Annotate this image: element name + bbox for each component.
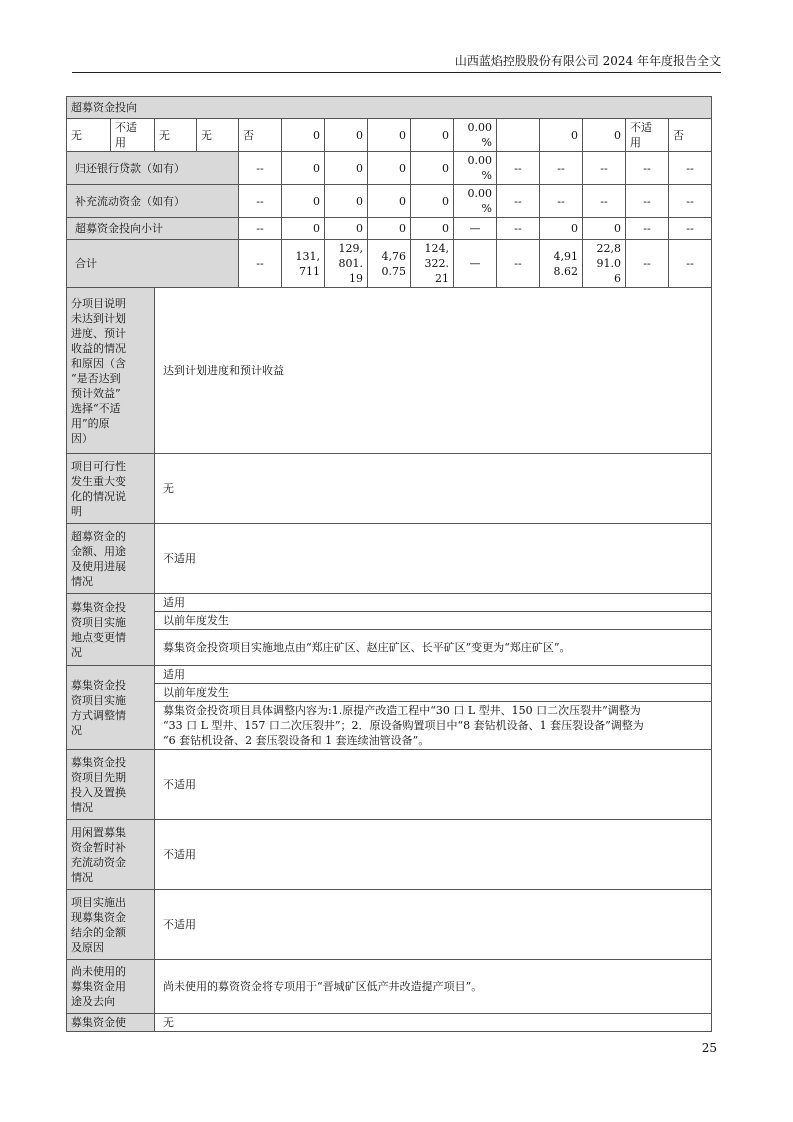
detail-label: 项目可行性 发生重大变 化的情况说 明 (67, 454, 155, 524)
table-cell: 0 (368, 185, 411, 218)
detail-row (67, 612, 712, 630)
table-cell: 0 (325, 218, 368, 240)
table-cell: -- (239, 240, 282, 288)
table-cell: 0 (325, 185, 368, 218)
detail-label: 募集资金使 (67, 1014, 155, 1032)
detail-text: 以前年度发生 (155, 684, 712, 702)
table-cell: -- (540, 152, 583, 185)
detail-row (67, 666, 712, 684)
detail-text: 以前年度发生 (155, 612, 712, 630)
table-cell: -- (497, 240, 540, 288)
table-cell: 0 (282, 218, 325, 240)
table-cell: — (454, 218, 497, 240)
detail-row (67, 594, 712, 612)
table-row (67, 240, 712, 288)
table-cell: 0 (583, 218, 626, 240)
table-cell: -- (497, 152, 540, 185)
detail-label: 募集资金投 资项目先期 投入及置换 情况 (67, 750, 155, 820)
detail-text: 无 (155, 1014, 712, 1032)
table-cell: 0 (325, 119, 368, 152)
table-cell: 0 (411, 119, 454, 152)
detail-text: 募集资金投资项目实施地点由“郑庄矿区、赵庄矿区、长平矿区”变更为“郑庄矿区”。 (155, 630, 712, 666)
table-cell: 4,91 8.62 (540, 240, 583, 288)
detail-text: 达到计划进度和预计收益 (155, 288, 712, 454)
detail-label: 超募资金的 金额、用途 及使用进展 情况 (67, 524, 155, 594)
detail-text: 适用 (155, 594, 712, 612)
table-cell: -- (583, 152, 626, 185)
table-cell: -- (583, 185, 626, 218)
table-cell: -- (239, 185, 282, 218)
row-label: 超募资金投向小计 (67, 218, 239, 240)
detail-label: 项目实施出 现募集资金 结余的金额 及原因 (67, 890, 155, 960)
table-cell: 否 (669, 119, 712, 152)
detail-row (67, 524, 712, 594)
table-cell: 0 (368, 152, 411, 185)
table-cell: 0 (282, 185, 325, 218)
detail-label: 分项目说明 未达到计划 进度、预计 收益的情况 和原因（含 “是否达到 预计效益” 选择“不适 用”的原 因） (67, 288, 155, 454)
table-cell: -- (626, 218, 669, 240)
table-row (67, 152, 712, 185)
table-cell: -- (497, 218, 540, 240)
table-cell: 0.00 % (454, 185, 497, 218)
table-cell: -- (626, 152, 669, 185)
table-cell: 129, 801. 19 (325, 240, 368, 288)
table-cell: 无 (67, 119, 111, 152)
page-number: 25 (701, 1041, 717, 1055)
section-title: 超募资金投向 (67, 97, 712, 119)
detail-text: 不适用 (155, 820, 712, 890)
table-cell: 0 (368, 119, 411, 152)
table-cell: -- (239, 218, 282, 240)
detail-text: 募集资金投资项目具体调整内容为:1.原提产改造工程中“30 口 L 型井、150 口二次压裂井”调整为 “33 口 L 型井、157 口二次压裂井”；2．原设备购置项目中“8 套钻机设备、1 套压裂设备”调整为 “6 套钻机设备、2 套压裂设备和 1 套连续油管设备”。 (155, 702, 712, 750)
table-cell: 无 (197, 119, 239, 152)
detail-text: 不适用 (155, 890, 712, 960)
table-cell: 否 (239, 119, 282, 152)
table-row (67, 218, 712, 240)
detail-row (67, 890, 712, 960)
table-cell: — (454, 240, 497, 288)
row-label: 补充流动资金（如有） (67, 185, 239, 218)
row-label: 归还银行贷款（如有） (67, 152, 239, 185)
table-cell: 0 (282, 119, 325, 152)
detail-text: 不适用 (155, 524, 712, 594)
table-cell: -- (669, 218, 712, 240)
detail-text: 适用 (155, 666, 712, 684)
table-cell: -- (626, 240, 669, 288)
detail-text: 尚未使用的募资资金将专项用于“晋城矿区低产井改造提产项目”。 (155, 960, 712, 1014)
detail-row (67, 454, 712, 524)
table-cell: 22,8 91.0 6 (583, 240, 626, 288)
row-label: 合计 (67, 240, 239, 288)
table-cell: 124, 322. 21 (411, 240, 454, 288)
table-cell (497, 119, 540, 152)
table-cell: -- (669, 240, 712, 288)
detail-row (67, 820, 712, 890)
fund-usage-table (66, 96, 712, 1032)
detail-row (67, 1014, 712, 1032)
table-cell: 0 (411, 185, 454, 218)
table-row (67, 119, 712, 152)
table-cell: 0 (583, 119, 626, 152)
table-cell: 0 (282, 152, 325, 185)
table-cell: 0 (368, 218, 411, 240)
detail-label: 尚未使用的 募集资金用 途及去向 (67, 960, 155, 1014)
table-cell: 0.00 % (454, 152, 497, 185)
table-row (67, 185, 712, 218)
table-cell: -- (497, 185, 540, 218)
table-cell: 0 (540, 119, 583, 152)
table-cell: -- (669, 185, 712, 218)
table-cell: -- (669, 152, 712, 185)
table-cell: 0 (411, 152, 454, 185)
detail-row (67, 702, 712, 750)
table-cell: 131, 711 (282, 240, 325, 288)
detail-label: 用闲置募集 资金暂时补 充流动资金 情况 (67, 820, 155, 890)
table-cell: 4,76 0.75 (368, 240, 411, 288)
table-cell: 0 (540, 218, 583, 240)
table-cell: -- (626, 185, 669, 218)
detail-label: 募集资金投 资项目实施 地点变更情 况 (67, 594, 155, 666)
table-cell: 不适 用 (111, 119, 155, 152)
detail-row (67, 630, 712, 666)
table-cell: 无 (155, 119, 197, 152)
table-cell: 0 (411, 218, 454, 240)
section-title-row (67, 97, 712, 119)
detail-row (67, 684, 712, 702)
detail-text: 无 (155, 454, 712, 524)
table-cell: -- (540, 185, 583, 218)
detail-label: 募集资金投 资项目实施 方式调整情 况 (67, 666, 155, 750)
detail-row (67, 960, 712, 1014)
table-cell: 不适 用 (626, 119, 669, 152)
page-header: 山西蓝焰控股股份有限公司 2024 年年度报告全文 (72, 52, 721, 73)
table-cell: 0 (325, 152, 368, 185)
table-cell: 0.00 % (454, 119, 497, 152)
detail-row (67, 288, 712, 454)
detail-text: 不适用 (155, 750, 712, 820)
table-cell: -- (239, 152, 282, 185)
detail-row (67, 750, 712, 820)
